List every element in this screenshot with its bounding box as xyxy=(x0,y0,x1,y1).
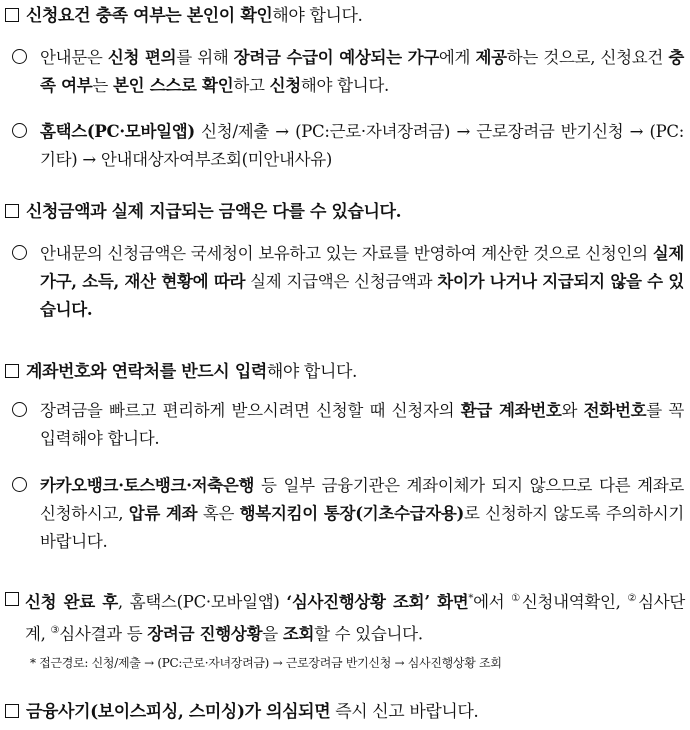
text-run: 안내문의 신청금액은 국세청이 보유하고 있는 자료를 반영하여 계산한 것으로 신청인의 xyxy=(40,244,653,263)
list-item xyxy=(10,118,686,178)
circle-bullet-icon xyxy=(12,477,27,492)
text-run: * xyxy=(468,593,474,604)
circle-bullet-icon xyxy=(12,49,27,64)
item-text xyxy=(40,397,684,453)
text-run: 카카오뱅크·토스뱅크·저축은행 xyxy=(40,476,255,495)
circle-bullet-icon xyxy=(12,123,27,138)
text-run: 신청요건 충족 여부는 본인이 확인 xyxy=(26,6,273,26)
text-run: 신청 완료 후 xyxy=(25,592,118,612)
text-run: 본인 스스로 확인 xyxy=(112,76,234,95)
text-run: 를 꼭 입력해야 합니다. xyxy=(40,401,684,448)
text-run: 하고 xyxy=(233,76,270,95)
text-run: 신청 xyxy=(269,76,301,95)
item-text xyxy=(40,44,684,100)
heading-text xyxy=(26,6,363,26)
list-item xyxy=(10,472,686,562)
text-run: 전화번호 xyxy=(583,401,647,420)
section-heading-4 xyxy=(0,585,690,645)
item-text xyxy=(40,472,684,556)
section-heading-3 xyxy=(5,360,357,384)
text-run: 등 일부 금융기관은 계좌이체가 되지 않으므로 다른 계좌로 신청하시고, xyxy=(40,476,684,523)
text-run: 안내문은 xyxy=(40,48,108,67)
text-run: 조회 xyxy=(282,624,315,643)
checkbox-square-icon xyxy=(5,704,19,718)
text-run: 차이가 나거나 지급되지 않을 수 있습니다. xyxy=(40,272,685,319)
text-run: 환급 계좌번호 xyxy=(460,401,562,420)
text-run: ‘심사진행상황 조회’ 화면 xyxy=(286,592,469,612)
text-run: 해야 합니다. xyxy=(300,76,389,95)
item-text xyxy=(40,118,684,174)
text-run: 심사단계, xyxy=(25,592,685,643)
list-item xyxy=(10,240,686,330)
text-run: 하는 것으로, 신청요건 xyxy=(506,48,669,67)
text-run: 신청금액과 실제 지급되는 금액은 다를 수 있습니다. xyxy=(26,202,402,222)
heading-text xyxy=(26,202,401,222)
text-run: 해야 합니다. xyxy=(266,362,357,382)
text-run: 신청/제출 → (PC:근로·자녀장려금) → 근로장려금 반기신청 → (PC:기타) → 안내대상자여부조회(미안내사유) xyxy=(40,122,684,169)
text-run: 장려금 진행상황 xyxy=(147,624,263,643)
text-run: ② xyxy=(627,593,639,604)
list-item xyxy=(10,397,686,457)
text-run: 신청 편의 xyxy=(107,48,177,67)
text-run: 장려금을 빠르고 편리하게 받으시려면 신청할 때 신청자의 xyxy=(40,401,461,420)
footnote: * 접근경로: 신청/제출 → (PC:근로·자녀장려금) → 근로장려금 반기신청 → 심사진행상황 조회 xyxy=(30,656,502,670)
circle-bullet-icon xyxy=(12,402,27,417)
checkbox-square-icon xyxy=(5,204,19,218)
text-run: 계좌번호와 연락처를 반드시 입력 xyxy=(26,362,267,382)
text-run: 할 수 있습니다. xyxy=(314,624,423,643)
text-run: ③ xyxy=(50,624,60,636)
text-run: 에게 xyxy=(438,48,476,67)
text-run: 신청내역확인, xyxy=(521,592,628,612)
item-text xyxy=(40,240,684,324)
text-run: 실제 지급액은 신청금액과 xyxy=(245,272,438,291)
checkbox-square-icon xyxy=(5,364,19,378)
text-run: 장려금 수급이 예상되는 가구 xyxy=(233,48,439,67)
section-heading-2 xyxy=(5,200,401,224)
text-run: 압류 계좌 xyxy=(128,504,198,523)
text-run: 충족 여부 xyxy=(40,48,684,95)
text-run: 행복지킴이 통장(기초수급자용) xyxy=(239,504,465,523)
text-run: 로 신청하지 않도록 주의하시기 바랍니다. xyxy=(40,504,684,551)
text-run: 즉시 신고 바랍니다. xyxy=(330,702,479,722)
text-run: 와 xyxy=(561,401,584,420)
heading-text xyxy=(25,585,685,648)
text-run: 해야 합니다. xyxy=(272,6,363,26)
text-run: 을 xyxy=(262,624,283,643)
text-run: , 홈택스(PC·모바일앱) xyxy=(117,592,287,612)
section-heading-5 xyxy=(5,700,478,724)
text-run: 혹은 xyxy=(197,504,240,523)
text-run: 제공 xyxy=(475,48,507,67)
heading-text xyxy=(26,362,357,382)
text-run: 를 위해 xyxy=(176,48,234,67)
text-run: ① xyxy=(511,593,522,604)
circle-bullet-icon xyxy=(12,245,27,260)
text-run: 심사결과 등 xyxy=(59,624,148,643)
text-run: 는 xyxy=(92,76,113,95)
list-item xyxy=(10,44,686,104)
checkbox-square-icon xyxy=(5,592,19,606)
text-run: 실제 가구, 소득, 재산 현황에 따라 xyxy=(40,244,684,291)
checkbox-square-icon xyxy=(5,8,19,22)
heading-text xyxy=(26,702,478,722)
section-heading-1 xyxy=(5,4,363,28)
text-run: 홈택스(PC·모바일앱) xyxy=(40,122,195,141)
text-run: 금융사기(보이스피싱, 스미싱)가 의심되면 xyxy=(26,702,331,722)
text-run: 에서 xyxy=(473,592,512,612)
